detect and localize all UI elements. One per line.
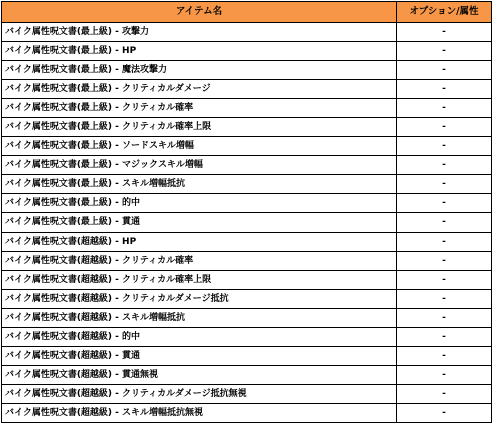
option-attribute-cell: - xyxy=(397,289,492,308)
option-attribute-cell: - xyxy=(397,365,492,384)
option-attribute-cell: - xyxy=(397,42,492,61)
option-attribute-cell: - xyxy=(397,99,492,118)
table-row xyxy=(2,289,492,308)
item-name-cell: バイク属性呪文書(最上級) - 貫通 xyxy=(2,213,397,232)
item-name-cell: バイク属性呪文書(超越級) - スキル増幅抵抗無視 xyxy=(2,403,397,422)
option-attribute-cell: - xyxy=(397,194,492,213)
option-attribute-cell: - xyxy=(397,251,492,270)
table-body xyxy=(2,23,492,423)
item-option-table xyxy=(1,1,492,423)
table-row xyxy=(2,194,492,213)
item-name-cell: バイク属性呪文書(超越級) - 貫通 xyxy=(2,346,397,365)
option-attribute-cell: - xyxy=(397,327,492,346)
item-name-cell: バイク属性呪文書(最上級) - クリティカル確率 xyxy=(2,99,397,118)
table-row xyxy=(2,403,492,422)
option-attribute-cell: - xyxy=(397,156,492,175)
option-attribute-cell: - xyxy=(397,137,492,156)
item-name-cell: バイク属性呪文書(超越級) - クリティカル確率上限 xyxy=(2,270,397,289)
option-attribute-cell: - xyxy=(397,23,492,42)
table-row xyxy=(2,99,492,118)
item-name-cell: バイク属性呪文書(最上級) - 魔法攻撃力 xyxy=(2,61,397,80)
item-name-cell: バイク属性呪文書(超越級) - クリティカルダメージ抵抗無視 xyxy=(2,384,397,403)
table-row xyxy=(2,327,492,346)
option-attribute-cell: - xyxy=(397,403,492,422)
item-name-cell: バイク属性呪文書(最上級) - ソードスキル増幅 xyxy=(2,137,397,156)
option-attribute-cell: - xyxy=(397,61,492,80)
option-attribute-cell: - xyxy=(397,308,492,327)
table-row xyxy=(2,23,492,42)
table-row xyxy=(2,118,492,137)
table-row xyxy=(2,232,492,251)
table-row xyxy=(2,213,492,232)
table-row xyxy=(2,365,492,384)
column-header-option-attribute: オプション/属性 xyxy=(397,2,492,23)
item-name-cell: バイク属性呪文書(最上級) - マジックスキル増幅 xyxy=(2,156,397,175)
item-name-cell: バイク属性呪文書(超越級) - 貫通無視 xyxy=(2,365,397,384)
table-row xyxy=(2,137,492,156)
table-row xyxy=(2,61,492,80)
item-name-cell: バイク属性呪文書(最上級) - HP xyxy=(2,42,397,61)
table-row xyxy=(2,270,492,289)
item-name-cell: バイク属性呪文書(超越級) - スキル増幅抵抗 xyxy=(2,308,397,327)
option-attribute-cell: - xyxy=(397,213,492,232)
option-attribute-cell: - xyxy=(397,346,492,365)
item-name-cell: バイク属性呪文書(超越級) - クリティカル確率 xyxy=(2,251,397,270)
option-attribute-cell: - xyxy=(397,80,492,99)
option-attribute-cell: - xyxy=(397,175,492,194)
table-row xyxy=(2,175,492,194)
table-row xyxy=(2,384,492,403)
table-row xyxy=(2,156,492,175)
item-name-cell: バイク属性呪文書(最上級) - 的中 xyxy=(2,194,397,213)
option-attribute-cell: - xyxy=(397,270,492,289)
item-table-container xyxy=(1,1,492,423)
table-row xyxy=(2,80,492,99)
item-name-cell: バイク属性呪文書(超越級) - クリティカルダメージ抵抗 xyxy=(2,289,397,308)
item-name-cell: バイク属性呪文書(最上級) - スキル増幅抵抗 xyxy=(2,175,397,194)
item-name-cell: バイク属性呪文書(超越級) - 的中 xyxy=(2,327,397,346)
option-attribute-cell: - xyxy=(397,232,492,251)
table-row xyxy=(2,346,492,365)
table-row xyxy=(2,308,492,327)
column-header-item-name: アイテム名 xyxy=(2,2,397,23)
option-attribute-cell: - xyxy=(397,118,492,137)
item-name-cell: バイク属性呪文書(超越級) - HP xyxy=(2,232,397,251)
table-row xyxy=(2,42,492,61)
item-name-cell: バイク属性呪文書(最上級) - 攻撃力 xyxy=(2,23,397,42)
item-name-cell: バイク属性呪文書(最上級) - クリティカルダメージ xyxy=(2,80,397,99)
table-header-row xyxy=(2,2,492,23)
item-name-cell: バイク属性呪文書(最上級) - クリティカル確率上限 xyxy=(2,118,397,137)
option-attribute-cell: - xyxy=(397,384,492,403)
table-row xyxy=(2,251,492,270)
